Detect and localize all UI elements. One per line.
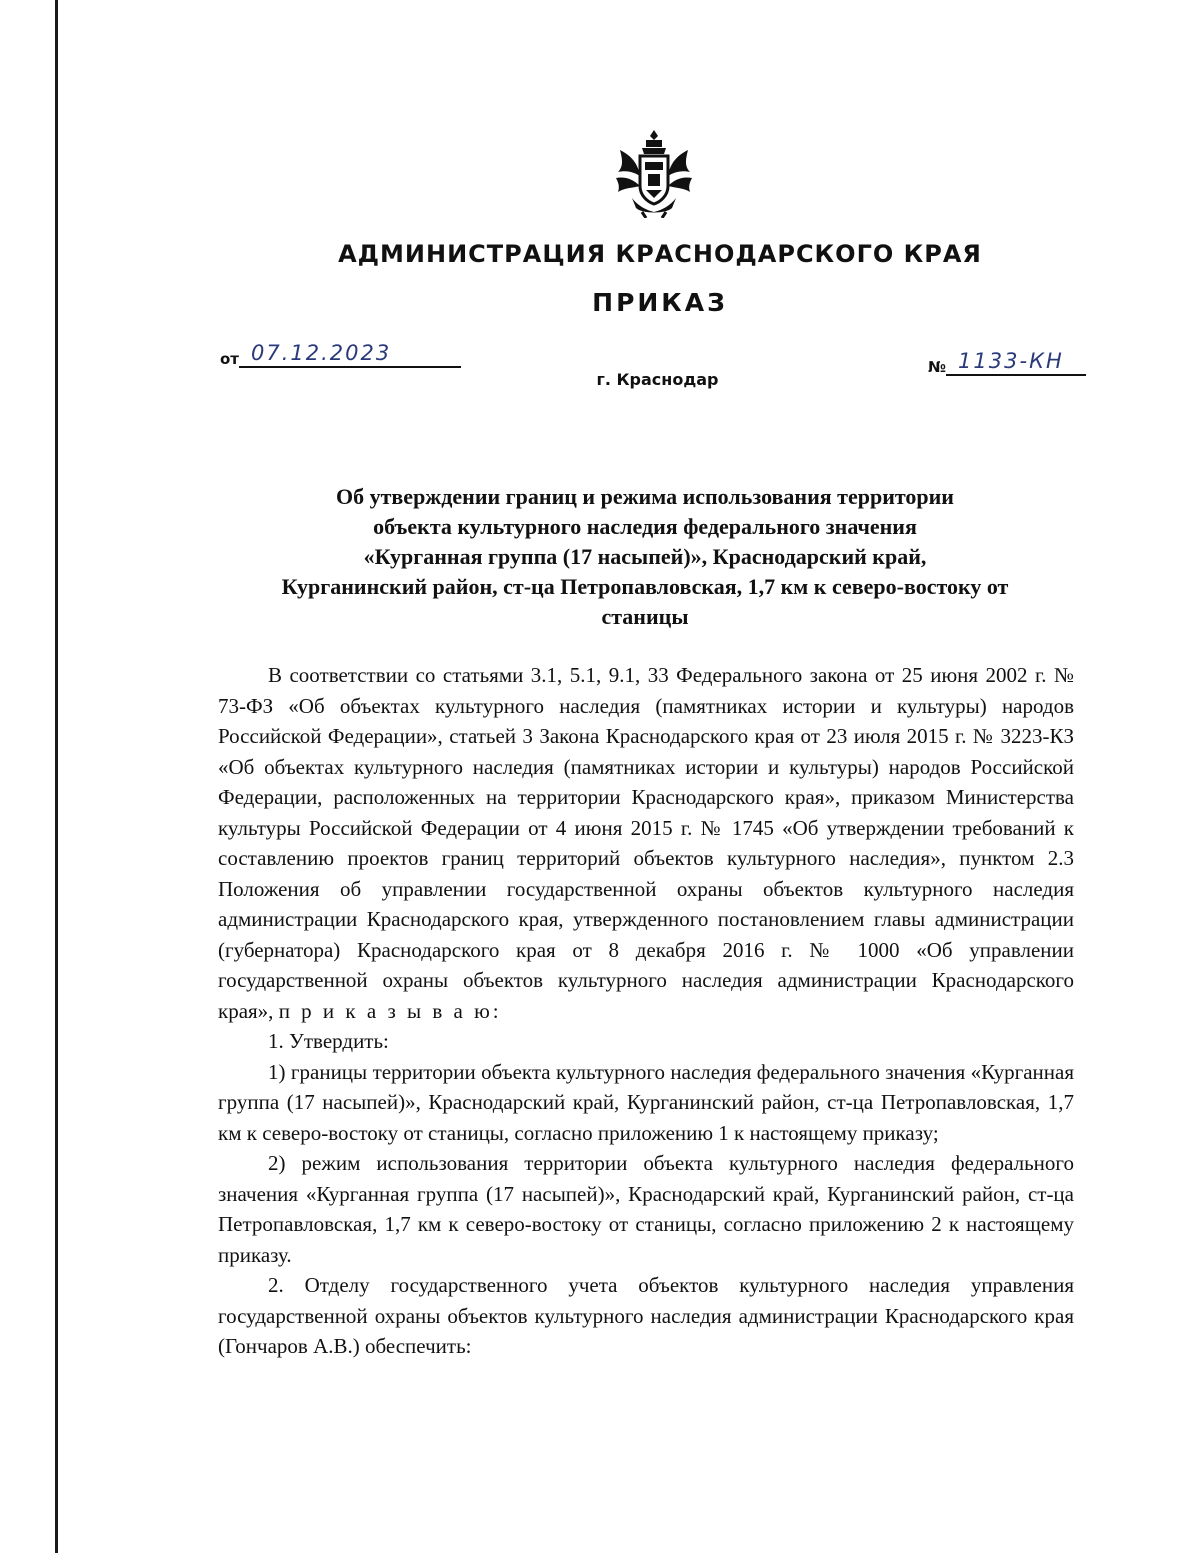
- number-value: 1133-КН: [946, 348, 1086, 376]
- preamble-paragraph: [218, 660, 1074, 1026]
- city: г. Краснодар: [596, 370, 719, 389]
- date-value: 07.12.2023: [239, 340, 461, 368]
- item-1-2: 2) режим использования территории объекта культурного наследия федерального значения «Курганная группа (17 насыпей)», Краснодарский край, Курганинский район, ст-ца Петропавловская, 1,7 км к северо-востоку от станицы, согласно приложению 2 к настоящему приказу.: [218, 1151, 1074, 1267]
- coat-of-arms-icon: [612, 128, 696, 218]
- preamble-text: В соответствии со статьями 3.1, 5.1, 9.1, 33 Федерального закона от 25 июня 2002 г. № 73-ФЗ «Об объектах культурного наследия (памятниках истории и культуры) народов Российской Федерации», статьей 3 Закона Краснодарского края от 23 июля 2015 г. № 3223-КЗ «Об объектах культурного наследия (памятниках истории и культуры) народов Российской Федерации, расположенных на территории Краснодарского края», приказом Министерства культуры Российской Федерации от 4 июня 2015 г. № 1745 «Об утверждении требований к составлению проектов границ территорий объектов культурного наследия», пунктом 2.3 Положения об управлении государственной охраны объектов культурного наследия администрации Краснодарского края, утвержденного постановлением главы администрации (губернатора) Краснодарского края от 8 декабря 2016 г. № 1000 «Об управлении государственной охраны объектов культурного наследия администрации Краснодарского края»,: [218, 663, 1074, 1023]
- scan-edge-shadow: [55, 0, 58, 1553]
- item-2: 2. Отделу государственного учета объектов культурного наследия управления государственной охраны объектов культурного наследия администрации Краснодарского края (Гончаров А.В.) обеспечить:: [218, 1273, 1074, 1358]
- title-line: объекта культурного наследия федерального значения: [373, 514, 917, 539]
- item-1: 1. Утвердить:: [268, 1029, 389, 1053]
- title-line: Курганинский район, ст-ца Петропавловская, 1,7 км к северо-востоку от: [281, 574, 1009, 599]
- letterhead: [0, 240, 1200, 317]
- title-line: Об утверждении границ и режима использования территории: [336, 484, 954, 509]
- document-title: [215, 482, 1075, 632]
- organization-name: АДМИНИСТРАЦИЯ КРАСНОДАРСКОГО КРАЯ: [338, 240, 982, 268]
- item-1-1: 1) границы территории объекта культурного наследия федерального значения «Курганная группа (17 насыпей)», Краснодарский край, Курганинский район, ст-ца Петропавловская, 1,7 км к северо-востоку от станицы, согласно приложению 1 к настоящему приказу;: [218, 1059, 1074, 1145]
- order-date: [220, 340, 461, 368]
- title-line: станицы: [601, 604, 689, 629]
- order-word: п р и к а з ы в а ю:: [278, 998, 502, 1023]
- date-label: от: [220, 350, 239, 368]
- title-line: «Курганная группа (17 насыпей)», Краснодарский край,: [363, 544, 927, 569]
- document-type: ПРИКАЗ: [592, 288, 728, 317]
- document-body: [218, 660, 1074, 1362]
- number-label: №: [928, 358, 947, 376]
